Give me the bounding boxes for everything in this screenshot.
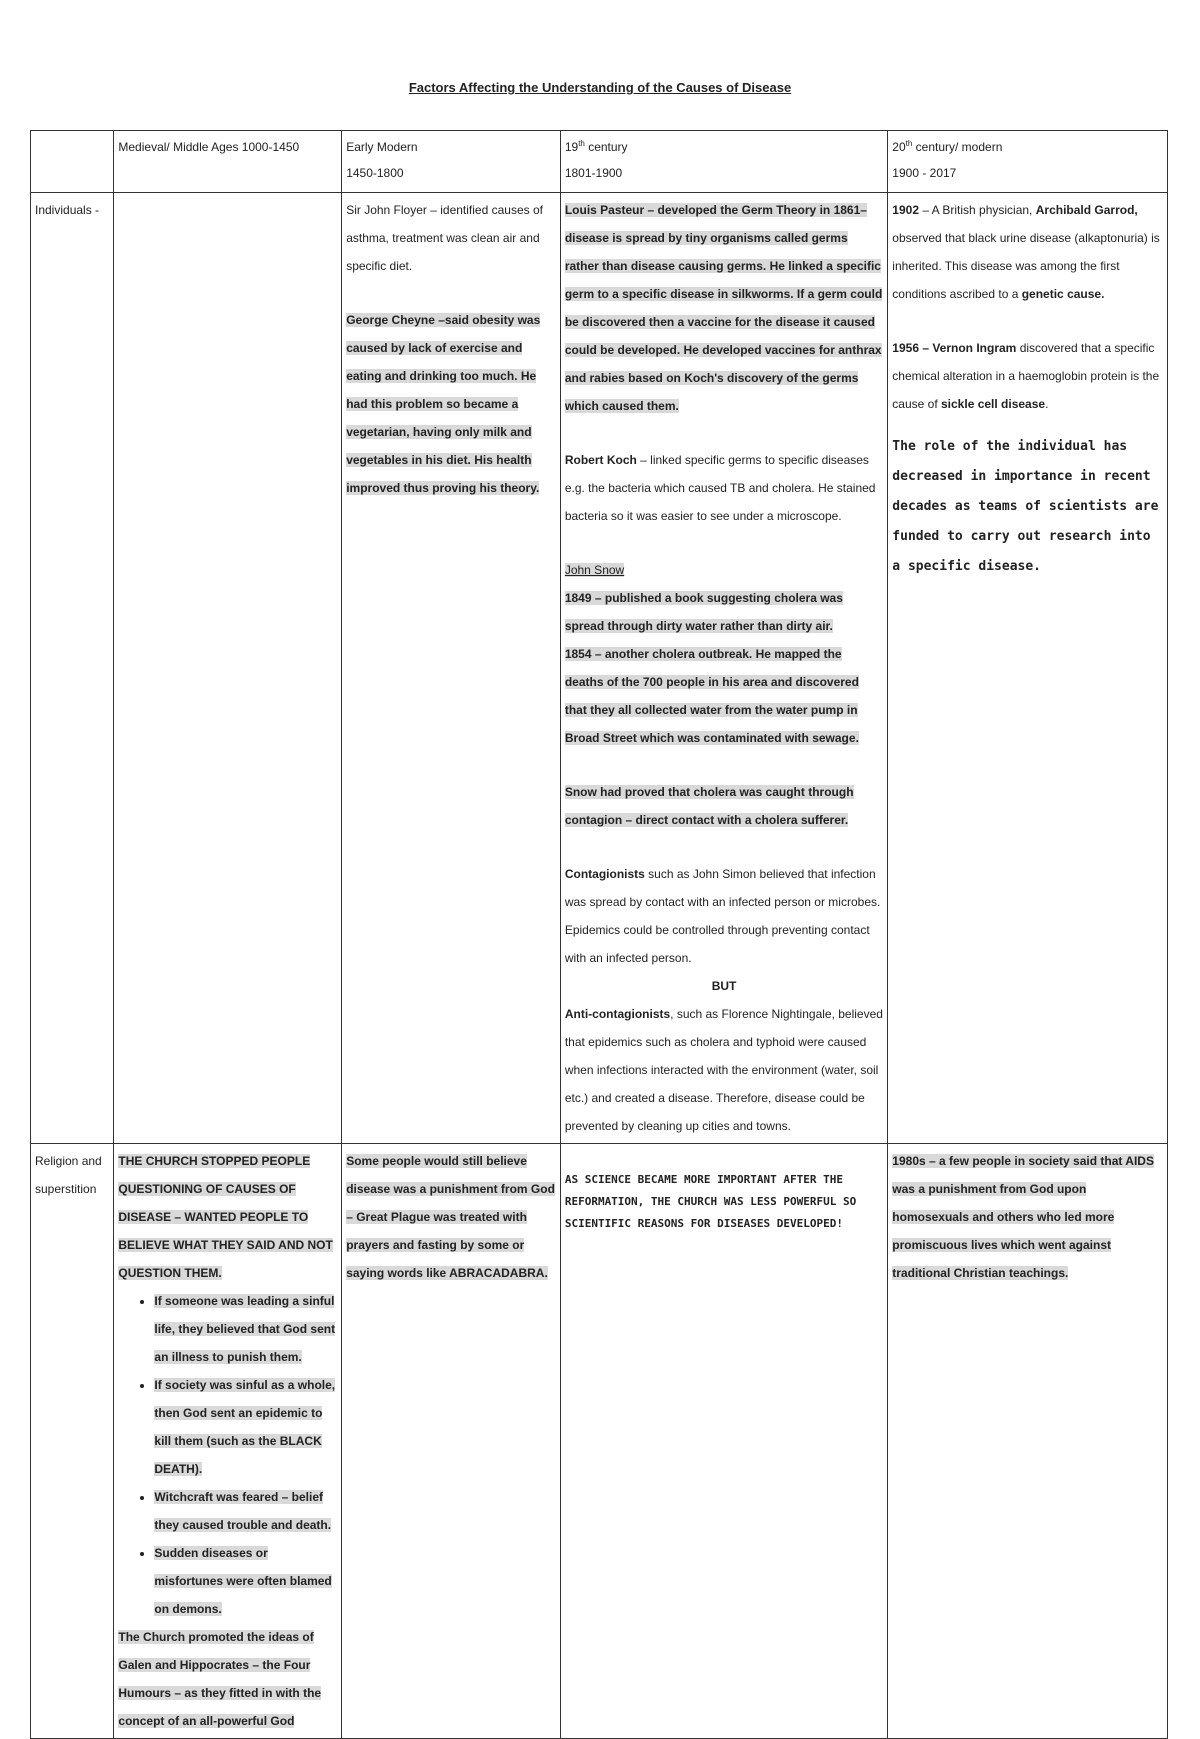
header-empty-cell (31, 131, 114, 193)
ingram-text: 1956 – Vernon Ingram discovered that a specific chemical alteration in a haemoglobin protein is the cause of sickle cell disease. (892, 341, 1160, 411)
role-of-individual-text: The role of the individual has decreased in importance in recent decades as teams of scientists are funded to carry out research into a specific disease. (892, 439, 1159, 574)
header-medieval-label: Medieval/ Middle Ages 1000-1450 (118, 140, 300, 154)
individuals-row (31, 193, 1168, 1144)
header-early-modern (342, 131, 561, 193)
koch-text: Robert Koch – linked specific germs to specific diseases e.g. the bacteria which caused TB and cholera. He stained bacteria so it was easier to see under a microscope. (564, 453, 876, 523)
individuals-early-modern-cell (342, 193, 561, 1144)
header-19th-century (560, 131, 887, 193)
church-beliefs-list (118, 1287, 337, 1623)
garrod-text: 1902 – A British physician, Archibald Garrod, observed that black urine disease (alkaptonuria) is inherited. This disease was among the first conditions ascribed to a genetic cause. (892, 203, 1160, 301)
individuals-20th-cell (888, 193, 1168, 1144)
header-medieval (114, 131, 342, 193)
individuals-19th-cell (560, 193, 887, 1144)
header-19th-years: 1801-1900 (564, 166, 623, 180)
list-item: • If someone was leading a sinful life, they believed that God sent an illness to punish them. (154, 1287, 337, 1371)
list-item: • Sudden diseases or misfortunes were often blamed on demons. (154, 1539, 337, 1623)
religion-early-modern-cell (342, 1144, 561, 1739)
contagionists-text: Contagionists such as John Simon believed that infection was spread by contact with an infected person or microbes. Epidemics could be controlled through preventing contact with an infected person. (564, 867, 881, 965)
floyer-text: Sir John Floyer – identified causes of asthma, treatment was clean air and specific diet. (346, 203, 543, 273)
header-20th-century (888, 131, 1168, 193)
snow-proved: Snow had proved that cholera was caught through contagion – direct contact with a cholera sufferer. (564, 785, 854, 827)
header-20th-years: 1900 - 2017 (892, 166, 957, 180)
anti-contagionists-text: Anti-contagionists, such as Florence Nightingale, believed that epidemics such as cholera and typhoid were caused when infections interacted with the environment (water, soil etc.) and created a disease. Therefore, disease could be prevented by cleaning up cities and towns. (564, 1007, 883, 1133)
cheyne-text: George Cheyne –said obesity was caused by lack of exercise and eating and drinking too much. He had this problem so became a vegetarian, having only milk and vegetables in his diet. His health improved thus proving his theory. (346, 313, 541, 495)
religion-label: Religion and superstition (31, 1144, 114, 1739)
page-title: Factors Affecting the Understanding of the Causes of Disease (408, 80, 792, 95)
religion-20th-cell (888, 1144, 1168, 1739)
religion-medieval-cell (114, 1144, 342, 1739)
church-intro: THE CHURCH STOPPED PEOPLE QUESTIONING OF CAUSES OF DISEASE – WANTED PEOPLE TO BELIEVE WHAT THEY SAID AND NOT QUESTION THEM. (118, 1154, 333, 1280)
list-item: • If society was sinful as a whole, then God sent an epidemic to kill them (such as the BLACK DEATH). (154, 1371, 337, 1483)
header-20th-label: 20th century/ modern (892, 139, 1003, 154)
great-plague-text: Some people would still believe disease was a punishment from God – Great Plague was treated with prayers and fasting by some or saying words like ABRACADABRA. (346, 1154, 555, 1280)
church-outro: The Church promoted the ideas of Galen and Hippocrates – the Four Humours – as they fitted in with the concept of an all-powerful God (118, 1630, 322, 1728)
but-text: BUT (711, 979, 737, 993)
individuals-label: Individuals - (31, 193, 114, 1144)
header-19th-label: 19th century (564, 139, 628, 154)
religion-row (31, 1144, 1168, 1739)
science-reformation-text: AS SCIENCE BECAME MORE IMPORTANT AFTER THE REFORMATION, THE CHURCH WAS LESS POWERFUL SO SCIENTIFIC REASONS FOR DISEASES DEVELOPED! (564, 1173, 857, 1230)
snow-1849: 1849 – published a book suggesting cholera was spread through dirty water rather than dirty air. (564, 591, 843, 633)
header-early-modern-label: Early Modern (346, 140, 418, 154)
header-row (31, 131, 1168, 193)
pasteur-text: Louis Pasteur – developed the Germ Theory in 1861– disease is spread by tiny organisms called germs rather than disease causing germs. He linked a specific germ to a specific disease in silkworms. If a germ could be discovered then a vaccine for the disease it caused could be developed. He developed vaccines for anthrax and rabies based on Koch's discovery of the germs which caused them. (564, 203, 883, 413)
snow-name: John Snow (564, 563, 625, 577)
snow-1854: 1854 – another cholera outbreak. He mapped the deaths of the 700 people in his area and discovered that they all collected water from the water pump in Broad Street which was contaminated with sewage. (564, 647, 859, 745)
causes-of-disease-table (30, 130, 1168, 1739)
header-early-modern-years: 1450-1800 (346, 166, 404, 180)
individuals-medieval-cell (114, 193, 342, 1144)
list-item: • Witchcraft was feared – belief they caused trouble and death. (154, 1483, 337, 1539)
aids-text: 1980s – a few people in society said that AIDS was a punishment from God upon homosexuals and others who led more promiscuous lives which went against traditional Christian teachings. (892, 1154, 1154, 1280)
religion-19th-cell (560, 1144, 887, 1739)
